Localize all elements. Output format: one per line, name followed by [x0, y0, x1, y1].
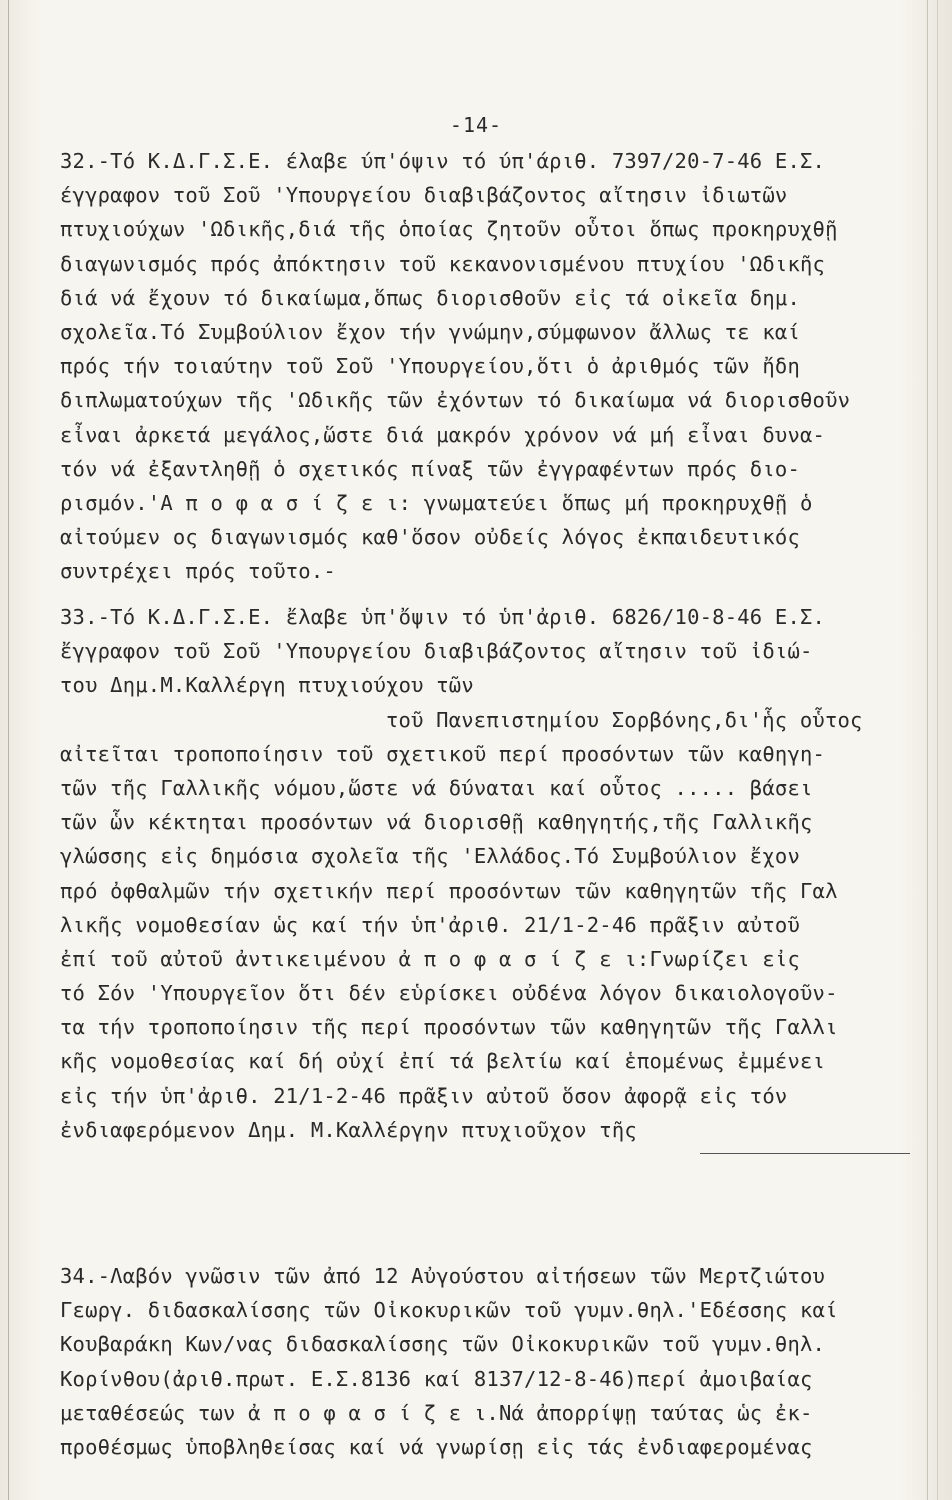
text-line: γλώσσης εἰς δημόσια σχολεῖα τῆς 'Ελλάδος.Τό Συμβούλιον ἔχον: [60, 844, 800, 869]
left-page-edge: [8, 0, 9, 1500]
text-line: λικῆς νομοθεσίαν ὡς καί τήν ὑπ'ἀριθ. 21/1-2-46 πρᾶξιν αὐτοῦ: [60, 912, 800, 937]
text-line: ἐπί τοῦ αὐτοῦ ἀντικειμένου ἀ π ο φ α σ ί ζ ε ι:Γνωρίζει εἰς: [60, 946, 800, 971]
right-page-edge: [927, 0, 928, 1500]
text-line: αἰτεῖται τροποποίησιν τοῦ σχετικοῦ περί προσόντων τῶν καθηγη-: [60, 741, 826, 766]
text-line: έγγραφον τοῦ Σοῦ 'Υπουργείου διαβιβάζοντος αἴτησιν ἰδιωτῶν: [60, 183, 788, 208]
paragraph-34: [60, 1259, 920, 1464]
paragraph-33: [60, 600, 920, 1147]
text-line: Γεωργ. διδασκαλίσσης τῶν Οἰκοκυρικῶν τοῦ γυμν.θηλ.'Εδέσσης καί: [60, 1298, 838, 1323]
text-line: τῶν τῆς Γαλλικῆς νόμου,ὥστε νά δύναται καί οὗτος ..... βάσει: [60, 775, 813, 800]
text-line: 33.-Τό Κ.Δ.Γ.Σ.Ε. ἔλαβε ὑπ'ὄψιν τό ὑπ'ἀριθ. 6826/10-8-46 Ε.Σ.: [60, 605, 826, 629]
text-line: εἰς τήν ὑπ'ἀριθ. 21/1-2-46 πρᾶξιν αὐτοῦ ὅσον ἀφορᾷ εἰς τόν: [60, 1083, 788, 1108]
text-line: τόν νά ἐξαντληθῇ ὁ σχετικός πίναξ τῶν ἐγγραφέντων πρός διο-: [60, 456, 800, 481]
text-line: αἰτούμεν ος διαγωνισμός καθ'ὅσον οὐδείς λόγος ἐκπαιδευτικός: [60, 525, 800, 550]
text-line: προθέσμως ὑποβληθείσας καί νά γνωρίσῃ εἰς τάς ἐνδιαφερομένας: [60, 1434, 813, 1459]
text-line: 34.-Λαβόν γνῶσιν τῶν ἀπό 12 Αὐγούστου αἰτήσεων τῶν Μερτζιώτου: [60, 1264, 826, 1288]
right-page-edge-outer: [937, 0, 938, 1500]
text-line: σχολεῖα.Τό Συμβούλιον ἔχον τήν γνώμην,σύμφωνον ἄλλως τε καί: [60, 319, 800, 344]
text-line: τα τήν τροποποίησιν τῆς περί προσόντων τῶν καθηγητῶν τῆς Γαλλι: [60, 1015, 838, 1040]
text-line: τῶν ὧν κέκτηται προσόντων νά διορισθῇ καθηγητής,τῆς Γαλλικῆς: [60, 810, 813, 835]
text-line: του Δημ.Μ.Καλλέργη πτυχιούχου τῶν: [60, 673, 474, 698]
text-line: διπλωματούχων τῆς 'Ωδικῆς τῶν ἐχόντων τό δικαίωμα νά διορισθοῦν: [60, 388, 851, 413]
text-line: διαγωνισμός πρός ἀπόκτησιν τοῦ κεκανονισμένου πτυχίου 'Ωδικῆς: [60, 251, 826, 276]
text-line: πτυχιούχων 'Ωδικῆς,διά τῆς ὁποίας ζητοῦν οὗτοι ὅπως προκηρυχθῇ: [60, 217, 838, 242]
text-line: πρός τήν τοιαύτην τοῦ Σοῦ 'Υπουργείου,ὅτι ὁ ἀριθμός τῶν ἤδη: [60, 354, 800, 379]
text-line: Κορίνθου(ἀριθ.πρωτ. Ε.Σ.8136 καί 8137/12-8-46)περί ἀμοιβαίας: [60, 1366, 813, 1391]
page-number: -14-: [449, 113, 503, 137]
text-line: τό Σόν 'Υπουργεῖον ὅτι δέν εὑρίσκει οὐδένα λόγον δικαιολογοῦν-: [60, 981, 838, 1006]
text-line: ἔγγραφον τοῦ Σοῦ 'Υπουργείου διαβιβάζοντος αἴτησιν τοῦ ἰδιώ-: [60, 639, 813, 664]
text-line: ρισμόν.'Α π ο φ α σ ί ζ ε ι: γνωματεύει ὅπως μή προκηρυχθῇ ὁ: [60, 490, 813, 515]
text-line: 32.-Τό Κ.Δ.Γ.Σ.Ε. έλαβε ύπ'όψιν τό ύπ'άριθ. 7397/20-7-46 Ε.Σ.: [60, 149, 826, 173]
text-line: συντρέχει πρός τοῦτο.-: [60, 559, 336, 584]
text-line: τοῦ Πανεπιστημίου Σορβόνης,δι'ἧς οὗτος: [386, 707, 863, 732]
text-line: ἐνδιαφερόμενον Δημ. Μ.Καλλέργην πτυχιοῦχον τῆς: [60, 1117, 637, 1142]
text-line: εἶναι ἀρκετά μεγάλος,ὥστε διά μακρόν χρόνον νά μή εἶναι δυνα-: [60, 422, 826, 447]
text-line: Κουβαράκη Κων/νας διδασκαλίσσης τῶν Οἰκοκυρικῶν τοῦ γυμν.θηλ.: [60, 1332, 826, 1357]
text-line: πρό ὀφθαλμῶν τήν σχετικήν περί προσόντων τῶν καθηγητῶν τῆς Γαλ: [60, 878, 838, 903]
paragraph-32: [60, 144, 920, 588]
text-line: διά νά ἔχουν τό δικαίωμα,ὅπως διορισθοῦν εἰς τά οἰκεῖα δημ.: [60, 285, 800, 310]
text-line: μεταθέσεώς των ἀ π ο φ α σ ί ζ ε ι.Νά ἀπορρίψῃ ταύτας ὡς ἐκ-: [60, 1400, 813, 1425]
text-line: κῆς νομοθεσίας καί δή οὐχί ἐπί τά βελτίω καί ἑπομένως ἐμμένει: [60, 1049, 826, 1074]
strikethrough-line: [700, 1153, 910, 1154]
